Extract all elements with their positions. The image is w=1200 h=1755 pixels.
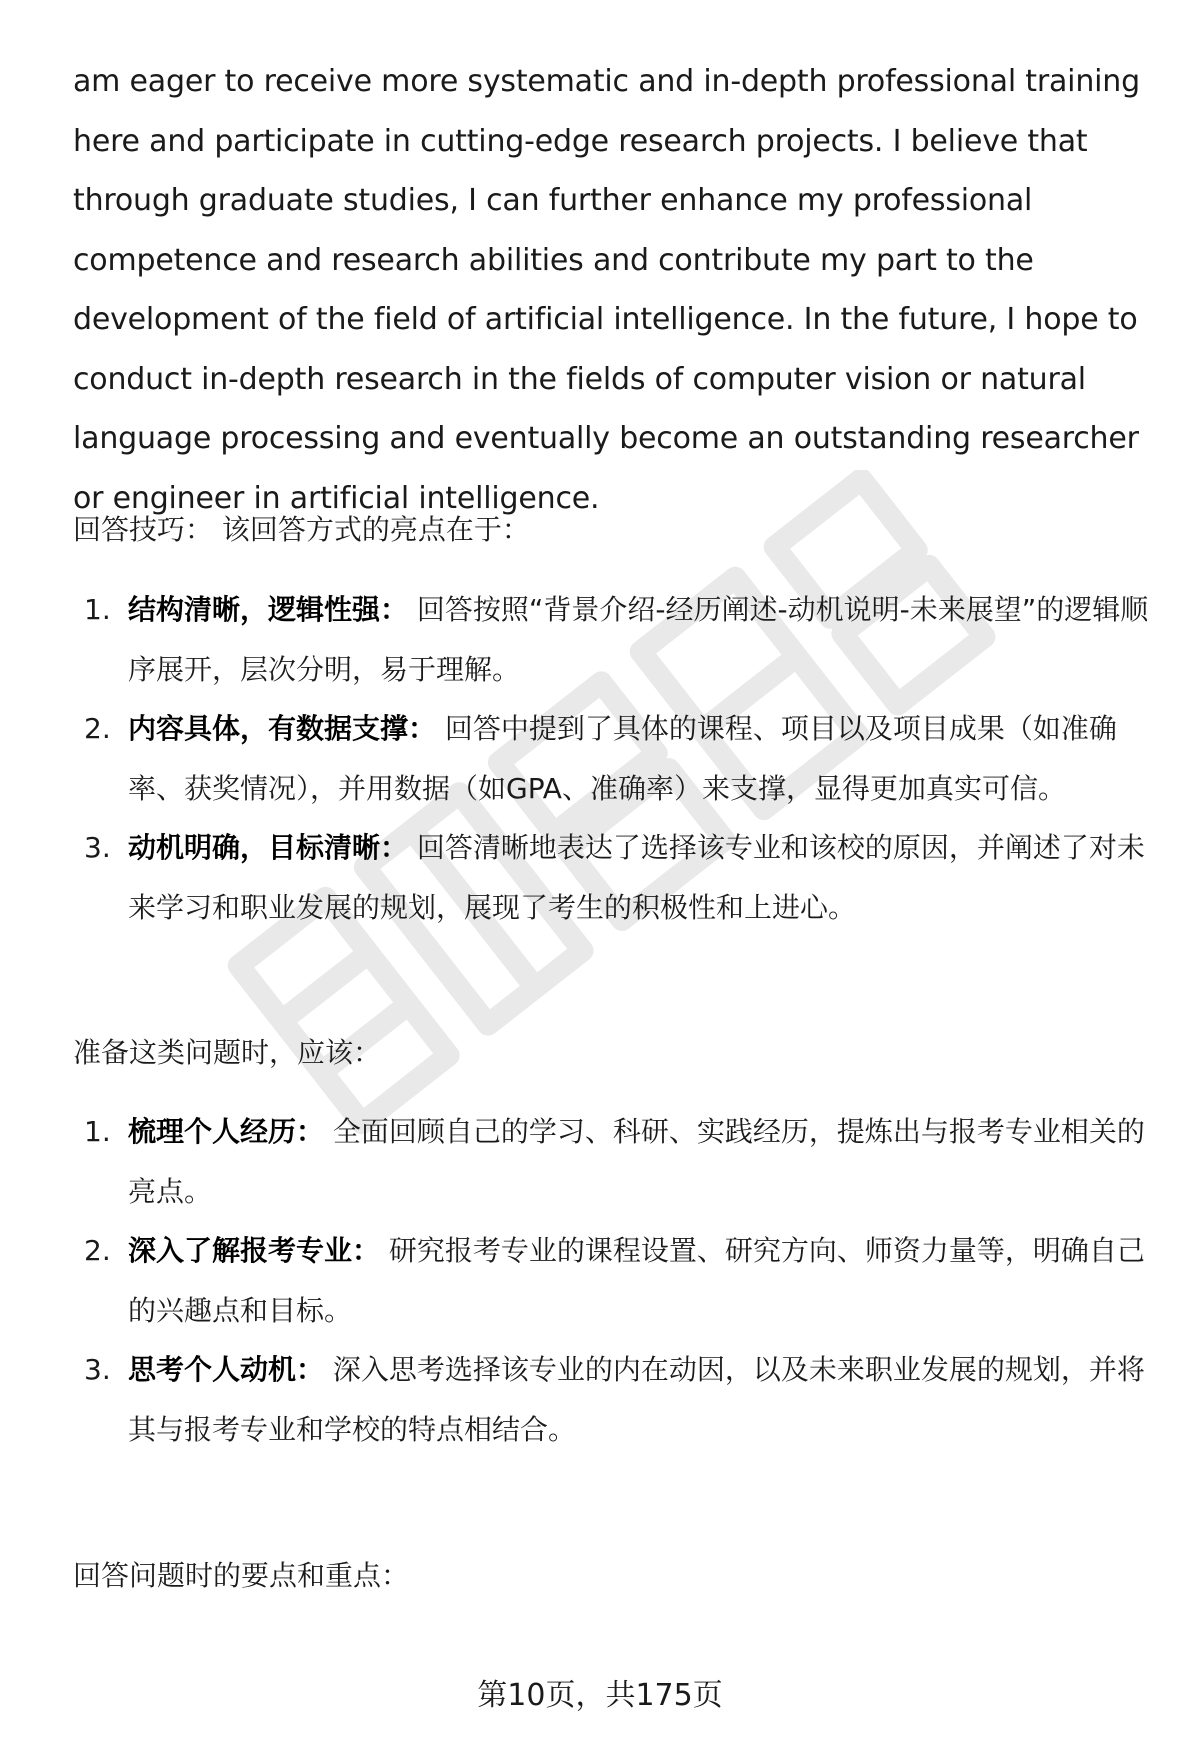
intro-paragraph: am eager to receive more systematic and in-depth professional training here and participate in cutting-edge research projects. I believe that through graduate studies, I can further enhance my professional competence and research abilities and contribute my part to the development of the field of artificial intelligence. In the future, I hope to conduct in-depth research in the fields of computer vision or natural language processing and eventually become an outstanding researcher or engineer in artificial intelligence. — [73, 64, 1140, 516]
list-item — [73, 1221, 1163, 1340]
item-number: 3. — [84, 831, 111, 864]
item-number: 1. — [84, 1115, 111, 1148]
item-text: 回答按照“背景介绍-经历阐述-动机说明-未来展望”的逻辑顺序展开，层次分明，易于理解。 — [128, 593, 1149, 686]
key-points-heading: 回答问题时的要点和重点： — [73, 1559, 410, 1592]
item-lead: 梳理个人经历： — [128, 1115, 325, 1148]
item-lead: 结构清晰，逻辑性强： — [128, 593, 409, 626]
list-item — [73, 699, 1163, 818]
item-lead: 内容具体，有数据支撑： — [128, 712, 437, 745]
list-item — [73, 818, 1163, 937]
item-text: 回答清晰地表达了选择该专业和该校的原因，并阐述了对未来学习和职业发展的规划，展现了考生的积极性和上进心。 — [128, 831, 1145, 924]
list-item — [73, 1102, 1163, 1221]
prep-list — [73, 1102, 1163, 1459]
item-lead: 思考个人动机： — [128, 1353, 325, 1386]
item-number: 2. — [84, 712, 111, 745]
list-item — [73, 580, 1163, 699]
tips-list — [73, 580, 1163, 937]
item-text: 回答中提到了具体的课程、项目以及项目成果（如准确率、获奖情况），并用数据（如GPA、准确率）来支撑，显得更加真实可信。 — [128, 712, 1117, 805]
item-lead: 动机明确，目标清晰： — [128, 831, 409, 864]
item-lead: 深入了解报考专业： — [128, 1234, 381, 1267]
tips-heading: 回答技巧： 该回答方式的亮点在于： — [73, 513, 530, 546]
list-item — [73, 1340, 1163, 1459]
item-number: 2. — [84, 1234, 111, 1267]
item-text: 全面回顾自己的学习、科研、实践经历，提炼出与报考专业相关的亮点。 — [128, 1115, 1145, 1208]
prep-heading: 准备这类问题时，应该： — [73, 1036, 382, 1069]
item-number: 3. — [84, 1353, 111, 1386]
page-footer: 第10页，共175页 — [477, 1678, 723, 1713]
item-text: 深入思考选择该专业的内在动因，以及未来职业发展的规划，并将其与报考专业和学校的特点相结合。 — [128, 1353, 1145, 1446]
item-text: 研究报考专业的课程设置、研究方向、师资力量等，明确自己的兴趣点和目标。 — [128, 1234, 1145, 1327]
item-number: 1. — [84, 593, 111, 626]
